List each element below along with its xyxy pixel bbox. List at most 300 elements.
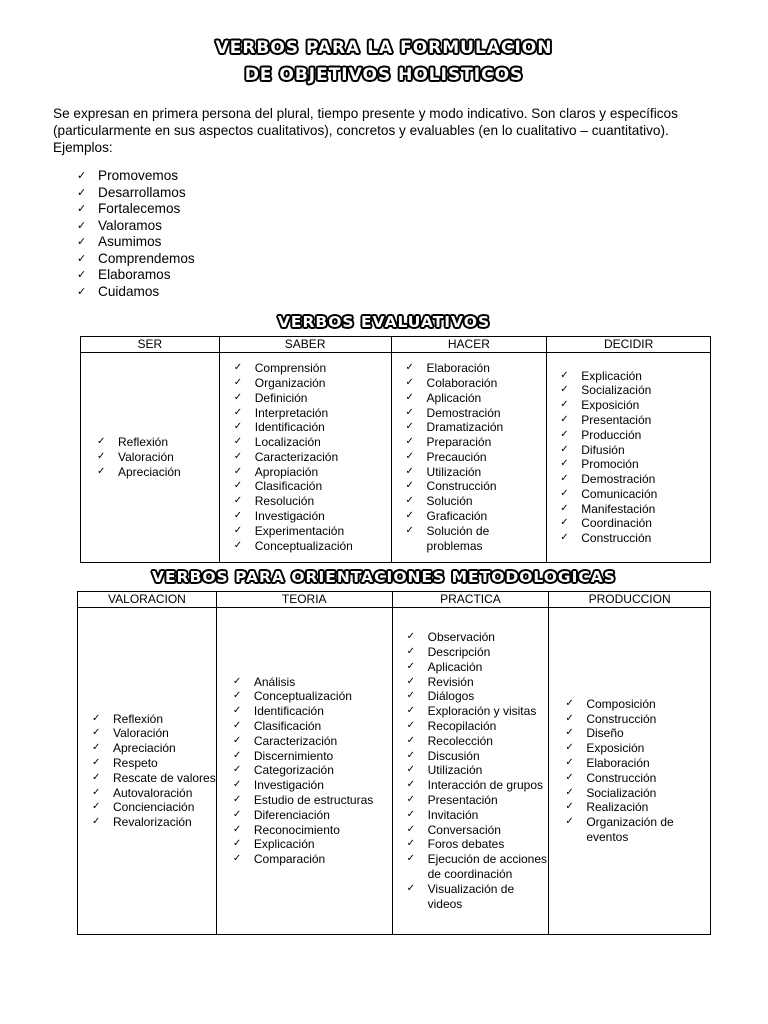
check-icon: ✓	[406, 838, 415, 850]
list-item-text: Reflexión	[118, 435, 169, 450]
check-icon: ✓	[406, 749, 415, 761]
check-icon: ✓	[233, 406, 243, 418]
list-item	[407, 675, 549, 690]
check-icon: ✓	[560, 384, 569, 396]
list-item-text: Construcción	[581, 531, 652, 546]
list-item	[406, 376, 547, 391]
list-item	[77, 168, 195, 185]
list-item-text: Solución de problemas	[426, 523, 490, 553]
list-item-text: Estudio de estructuras	[253, 792, 374, 807]
list-item	[92, 800, 216, 815]
list-item	[92, 815, 216, 830]
check-icon: ✓	[233, 539, 243, 551]
list-item	[233, 808, 392, 823]
list-item-text: Identificación	[254, 420, 325, 435]
list-item	[407, 689, 549, 704]
list-item-text: Asumimos	[98, 234, 162, 249]
check-icon: ✓	[406, 764, 415, 776]
list-item-text: Promovemos	[98, 168, 179, 183]
list-item	[407, 808, 549, 823]
list-item-text: Discusión	[427, 748, 480, 763]
check-icon: ✓	[232, 705, 242, 717]
list-item	[77, 185, 195, 202]
check-icon: ✓	[233, 510, 243, 522]
list-item	[565, 697, 710, 712]
check-icon: ✓	[92, 757, 101, 768]
list-item	[407, 763, 549, 778]
check-icon: ✓	[406, 808, 415, 820]
check-icon: ✓	[97, 450, 106, 462]
check-icon: ✓	[560, 502, 569, 514]
list-item	[77, 284, 195, 301]
list-item-text: Demostración	[426, 405, 501, 420]
list-item-text: Comprensión	[254, 361, 327, 376]
check-icon: ✓	[406, 823, 415, 835]
list-item-text: Apropiación	[254, 464, 319, 479]
list-item-text: Investigación	[253, 778, 324, 793]
check-icon: ✓	[97, 436, 106, 448]
list-item-text: Colaboración	[426, 375, 498, 390]
list-item-text: Categorización	[253, 763, 334, 778]
list-item	[560, 383, 710, 398]
list-item-text: Explicación	[253, 837, 315, 852]
list-item	[92, 726, 216, 741]
list-item	[560, 457, 710, 472]
list-item	[234, 376, 391, 391]
check-icon: ✓	[77, 268, 87, 281]
list-item-text: Elaboración	[586, 756, 650, 770]
list-item	[407, 778, 549, 793]
check-icon: ✓	[232, 720, 242, 731]
list-item	[407, 645, 549, 660]
list-item	[407, 837, 549, 852]
check-icon: ✓	[560, 517, 569, 529]
list-item-text: Localización	[254, 435, 321, 450]
check-icon: ✓	[92, 816, 101, 828]
list-item-text: Construcción	[586, 770, 657, 785]
check-icon: ✓	[77, 284, 87, 298]
check-icon: ✓	[560, 473, 569, 485]
list-item-text: Conceptualización	[254, 538, 353, 553]
list-item-text: Reconocimiento	[253, 822, 340, 837]
cell-valoracion	[78, 607, 217, 934]
list-item-text: Revisión	[427, 674, 474, 689]
list-item-text: Precaución	[426, 449, 487, 464]
check-icon: ✓	[565, 697, 574, 709]
list-item	[407, 660, 549, 675]
list-item	[233, 704, 392, 719]
column-header-valoracion: VALORACION	[78, 592, 217, 608]
list-item-text: Reflexión	[113, 711, 164, 726]
list-item	[77, 267, 195, 284]
list-item	[77, 218, 195, 235]
check-icon: ✓	[92, 712, 101, 724]
list-item	[92, 741, 216, 756]
list-item	[407, 719, 549, 734]
list-item-text: Utilización	[427, 763, 483, 778]
check-icon: ✓	[560, 369, 569, 381]
list-item	[407, 823, 549, 838]
list-item	[234, 406, 391, 421]
check-icon: ✓	[92, 801, 101, 813]
list-item	[233, 749, 392, 764]
list-item	[407, 852, 549, 882]
check-icon: ✓	[232, 838, 242, 850]
check-icon: ✓	[565, 786, 574, 798]
list-item	[234, 524, 391, 539]
list-item	[233, 852, 392, 867]
list-item-text: Discernimiento	[253, 748, 334, 763]
list-item-text: Conceptualización	[253, 689, 352, 704]
check-icon: ✓	[560, 487, 569, 499]
hacer-list	[392, 361, 547, 553]
check-icon: ✓	[406, 690, 415, 702]
check-icon: ✓	[406, 660, 415, 672]
check-icon: ✓	[406, 779, 415, 791]
check-icon: ✓	[406, 631, 415, 643]
list-item-text: Realización	[586, 800, 649, 815]
check-icon: ✓	[232, 793, 242, 805]
list-item	[77, 251, 195, 268]
check-icon: ✓	[565, 742, 574, 754]
list-item-text: Socialización	[586, 785, 657, 800]
list-item-text: Foros debates	[427, 837, 505, 852]
document-title-line-1: VERBOS PARA LA FORMULACION	[215, 38, 553, 58]
list-item-text: Resolución	[254, 494, 315, 509]
examples-list	[77, 168, 195, 300]
list-item	[233, 675, 392, 690]
list-item	[406, 420, 547, 435]
check-icon: ✓	[560, 413, 569, 425]
list-item	[565, 756, 710, 771]
list-item	[406, 361, 547, 376]
list-item-text: Valoramos	[98, 217, 162, 233]
list-item-text: Desarrollamos	[98, 184, 186, 200]
list-item	[234, 539, 391, 554]
check-icon: ✓	[232, 853, 242, 865]
list-item	[234, 509, 391, 524]
check-icon: ✓	[405, 421, 414, 433]
list-item-text: Análisis	[253, 674, 296, 689]
list-item	[407, 704, 549, 719]
check-icon: ✓	[405, 436, 414, 448]
check-icon: ✓	[565, 757, 574, 768]
list-item-text: Demostración	[581, 472, 656, 487]
list-item	[233, 689, 392, 704]
check-icon: ✓	[405, 450, 414, 462]
list-item	[92, 712, 216, 727]
list-item	[233, 837, 392, 852]
list-item	[92, 756, 216, 771]
list-item	[234, 465, 391, 480]
check-icon: ✓	[232, 690, 242, 702]
list-item	[560, 516, 710, 531]
check-icon: ✓	[232, 749, 242, 761]
list-item-text: Conversación	[427, 822, 501, 837]
cell-saber	[219, 352, 391, 562]
check-icon: ✓	[565, 712, 574, 724]
list-item	[406, 465, 547, 480]
list-item-text: Socialización	[581, 383, 652, 398]
check-icon: ✓	[405, 480, 414, 492]
list-item-text: Recopilación	[427, 719, 497, 733]
list-item	[407, 630, 549, 645]
list-item-text: Aplicación	[426, 390, 482, 405]
list-item-text: Construcción	[426, 479, 497, 494]
list-item	[92, 786, 216, 801]
check-icon: ✓	[232, 823, 242, 835]
list-item-text: Apreciación	[113, 741, 176, 756]
list-item	[233, 778, 392, 793]
list-item-text: Preparación	[426, 435, 492, 450]
check-icon: ✓	[97, 465, 106, 477]
list-item	[77, 201, 195, 218]
list-item-text: Valoración	[118, 449, 174, 464]
list-item	[406, 494, 547, 509]
check-icon: ✓	[560, 428, 569, 440]
list-item-text: Invitación	[427, 807, 479, 822]
list-item-text: Concienciación	[113, 800, 195, 815]
check-icon: ✓	[405, 495, 414, 507]
list-item-text: Clasificación	[253, 719, 322, 733]
list-item-text: Aplicación	[427, 659, 483, 674]
list-item-text: Dramatización	[426, 420, 504, 435]
list-item-text: Promoción	[581, 457, 639, 472]
document-title-line-2: DE OBJETIVOS HOLISTICOS	[244, 65, 524, 85]
list-item	[234, 450, 391, 465]
list-item	[565, 800, 710, 815]
list-item	[560, 369, 710, 384]
check-icon: ✓	[233, 436, 243, 448]
list-item	[407, 749, 549, 764]
check-icon: ✓	[405, 524, 414, 536]
check-icon: ✓	[233, 524, 243, 536]
list-item-text: Exploración y visitas	[427, 704, 537, 719]
list-item-text: Interacción de grupos	[427, 778, 544, 793]
list-item-text: Clasificación	[254, 479, 323, 494]
list-item	[233, 763, 392, 778]
list-item	[234, 479, 391, 494]
list-item-text: Comparación	[253, 852, 326, 867]
list-item-text: Organización	[254, 375, 326, 390]
check-icon: ✓	[77, 218, 87, 232]
check-icon: ✓	[232, 808, 242, 820]
list-item-text: Producción	[581, 427, 642, 442]
list-item-text: Observación	[427, 630, 495, 645]
list-item	[234, 435, 391, 450]
check-icon: ✓	[405, 391, 414, 403]
cell-teoria	[216, 607, 392, 934]
list-item-text: Comprendemos	[98, 250, 195, 266]
check-icon: ✓	[92, 742, 101, 754]
list-item-text: Utilización	[426, 464, 482, 479]
list-item	[233, 823, 392, 838]
orientaciones-metodologicas-table	[77, 591, 711, 935]
list-item	[406, 406, 547, 421]
list-item-text: Exposición	[581, 398, 640, 413]
list-item-text: Presentación	[427, 792, 498, 807]
check-icon: ✓	[406, 675, 415, 687]
check-icon: ✓	[405, 406, 414, 418]
column-header-saber: SABER	[219, 337, 391, 353]
list-item	[234, 361, 391, 376]
list-item-text: Difusión	[581, 442, 625, 457]
check-icon: ✓	[233, 450, 243, 462]
cell-produccion	[549, 607, 711, 934]
check-icon: ✓	[92, 786, 101, 798]
list-item-text: Ejecución de acciones de coordinación	[427, 852, 548, 881]
list-item-text: Elaboración	[426, 361, 490, 376]
list-item	[406, 391, 547, 406]
list-item	[565, 712, 710, 727]
valoracion-list	[78, 712, 216, 830]
list-item-text: Caracterización	[253, 733, 338, 748]
list-item-text: Experimentación	[254, 523, 345, 538]
check-icon: ✓	[92, 771, 101, 783]
list-item	[560, 487, 710, 502]
check-icon: ✓	[560, 458, 569, 470]
cell-ser	[81, 352, 220, 562]
list-item-text: Autovaloración	[113, 785, 193, 800]
list-item	[234, 420, 391, 435]
check-icon: ✓	[565, 801, 574, 813]
list-item-text: Interpretación	[254, 405, 329, 420]
column-header-produccion: PRODUCCION	[549, 592, 711, 608]
list-item-text: Respeto	[113, 756, 158, 770]
check-icon: ✓	[406, 882, 415, 894]
check-icon: ✓	[565, 727, 574, 739]
teoria-list	[217, 675, 392, 867]
check-icon: ✓	[77, 185, 87, 199]
check-icon: ✓	[77, 235, 87, 248]
section-title-orientaciones-metodologicas: VERBOS PARA ORIENTACIONES METODOLOGICAS	[152, 568, 616, 586]
list-item-text: Descripción	[427, 645, 491, 660]
list-item-text: Rescate de valores	[113, 770, 216, 785]
list-item	[406, 450, 547, 465]
list-item-text: Solución	[426, 494, 473, 509]
list-item-text: Manifestación	[581, 501, 656, 516]
list-item-text: Valoración	[113, 726, 169, 741]
list-item	[560, 531, 710, 546]
list-item-text: Caracterización	[254, 449, 339, 464]
list-item-text: Fortalecemos	[98, 201, 181, 216]
list-item-text: Construcción	[586, 711, 657, 726]
list-item-text: Exposición	[586, 741, 645, 756]
check-icon: ✓	[92, 727, 101, 739]
list-item	[97, 465, 219, 480]
column-header-teoria: TEORIA	[216, 592, 392, 608]
check-icon: ✓	[233, 421, 243, 433]
list-item	[560, 443, 710, 458]
verbos-evaluativos-table	[80, 336, 711, 563]
check-icon: ✓	[560, 443, 569, 455]
check-icon: ✓	[233, 465, 243, 477]
list-item	[560, 428, 710, 443]
list-item	[565, 786, 710, 801]
ser-list	[81, 435, 219, 479]
list-item	[565, 741, 710, 756]
list-item-text: Elaboramos	[98, 267, 171, 282]
list-item	[233, 793, 392, 808]
list-item-text: Investigación	[254, 509, 325, 524]
check-icon: ✓	[232, 675, 242, 687]
check-icon: ✓	[405, 362, 414, 374]
list-item-text: Diálogos	[427, 689, 475, 704]
list-item	[233, 734, 392, 749]
list-item-text: Revalorización	[113, 815, 192, 830]
list-item-text: Presentación	[581, 412, 652, 427]
check-icon: ✓	[233, 362, 243, 374]
check-icon: ✓	[232, 734, 242, 746]
list-item-text: Graficación	[426, 509, 488, 524]
check-icon: ✓	[565, 816, 574, 828]
list-item	[406, 435, 547, 450]
list-item	[233, 719, 392, 734]
column-header-hacer: HACER	[391, 337, 547, 353]
check-icon: ✓	[232, 764, 242, 776]
check-icon: ✓	[233, 376, 243, 388]
check-icon: ✓	[405, 465, 414, 477]
list-item-text: Explicación	[581, 368, 642, 383]
list-item	[565, 726, 710, 741]
list-item-text: Organización de eventos	[586, 815, 674, 844]
check-icon: ✓	[233, 495, 243, 507]
list-item-text: Cuidamos	[98, 283, 160, 299]
check-icon: ✓	[565, 771, 574, 783]
check-icon: ✓	[406, 705, 415, 717]
list-item	[406, 509, 547, 524]
list-item	[92, 771, 216, 786]
list-item	[560, 398, 710, 413]
check-icon: ✓	[560, 399, 569, 411]
cell-decidir	[547, 352, 711, 562]
check-icon: ✓	[77, 202, 87, 215]
list-item	[560, 502, 710, 517]
column-header-decidir: DECIDIR	[547, 337, 711, 353]
check-icon: ✓	[406, 734, 415, 746]
list-item-text: Composición	[586, 696, 656, 711]
section-title-verbos-evaluativos: VERBOS EVALUATIVOS	[277, 313, 491, 331]
list-item	[406, 479, 547, 494]
column-header-ser: SER	[81, 337, 220, 353]
list-item-text: Definición	[254, 390, 308, 405]
practica-list	[393, 630, 549, 911]
check-icon: ✓	[406, 720, 415, 731]
cell-hacer	[391, 352, 547, 562]
intro-paragraph: Se expresan en primera persona del plural, tiempo presente y modo indicativo. Son claros y específicos (particularmente en sus aspectos cualitativos), concretos y evaluables (en lo cualitativo – cuantitativo). Ejemplos:	[53, 106, 678, 155]
list-item	[560, 413, 710, 428]
check-icon: ✓	[77, 169, 87, 182]
saber-list	[220, 361, 391, 553]
check-icon: ✓	[406, 646, 415, 658]
decidir-list	[547, 369, 710, 547]
check-icon: ✓	[233, 480, 243, 492]
list-item	[234, 391, 391, 406]
list-item-text: Diseño	[586, 726, 624, 741]
produccion-list	[549, 697, 710, 845]
list-item	[407, 793, 549, 808]
check-icon: ✓	[406, 793, 415, 805]
list-item	[97, 450, 219, 465]
list-item-text: Visualización de videos	[427, 881, 515, 911]
list-item-text: Comunicación	[581, 486, 658, 501]
list-item	[406, 524, 547, 554]
list-item	[560, 472, 710, 487]
list-item	[407, 734, 549, 749]
column-header-practica: PRACTICA	[392, 592, 549, 608]
check-icon: ✓	[560, 532, 569, 544]
list-item-text: Coordinación	[581, 516, 652, 531]
